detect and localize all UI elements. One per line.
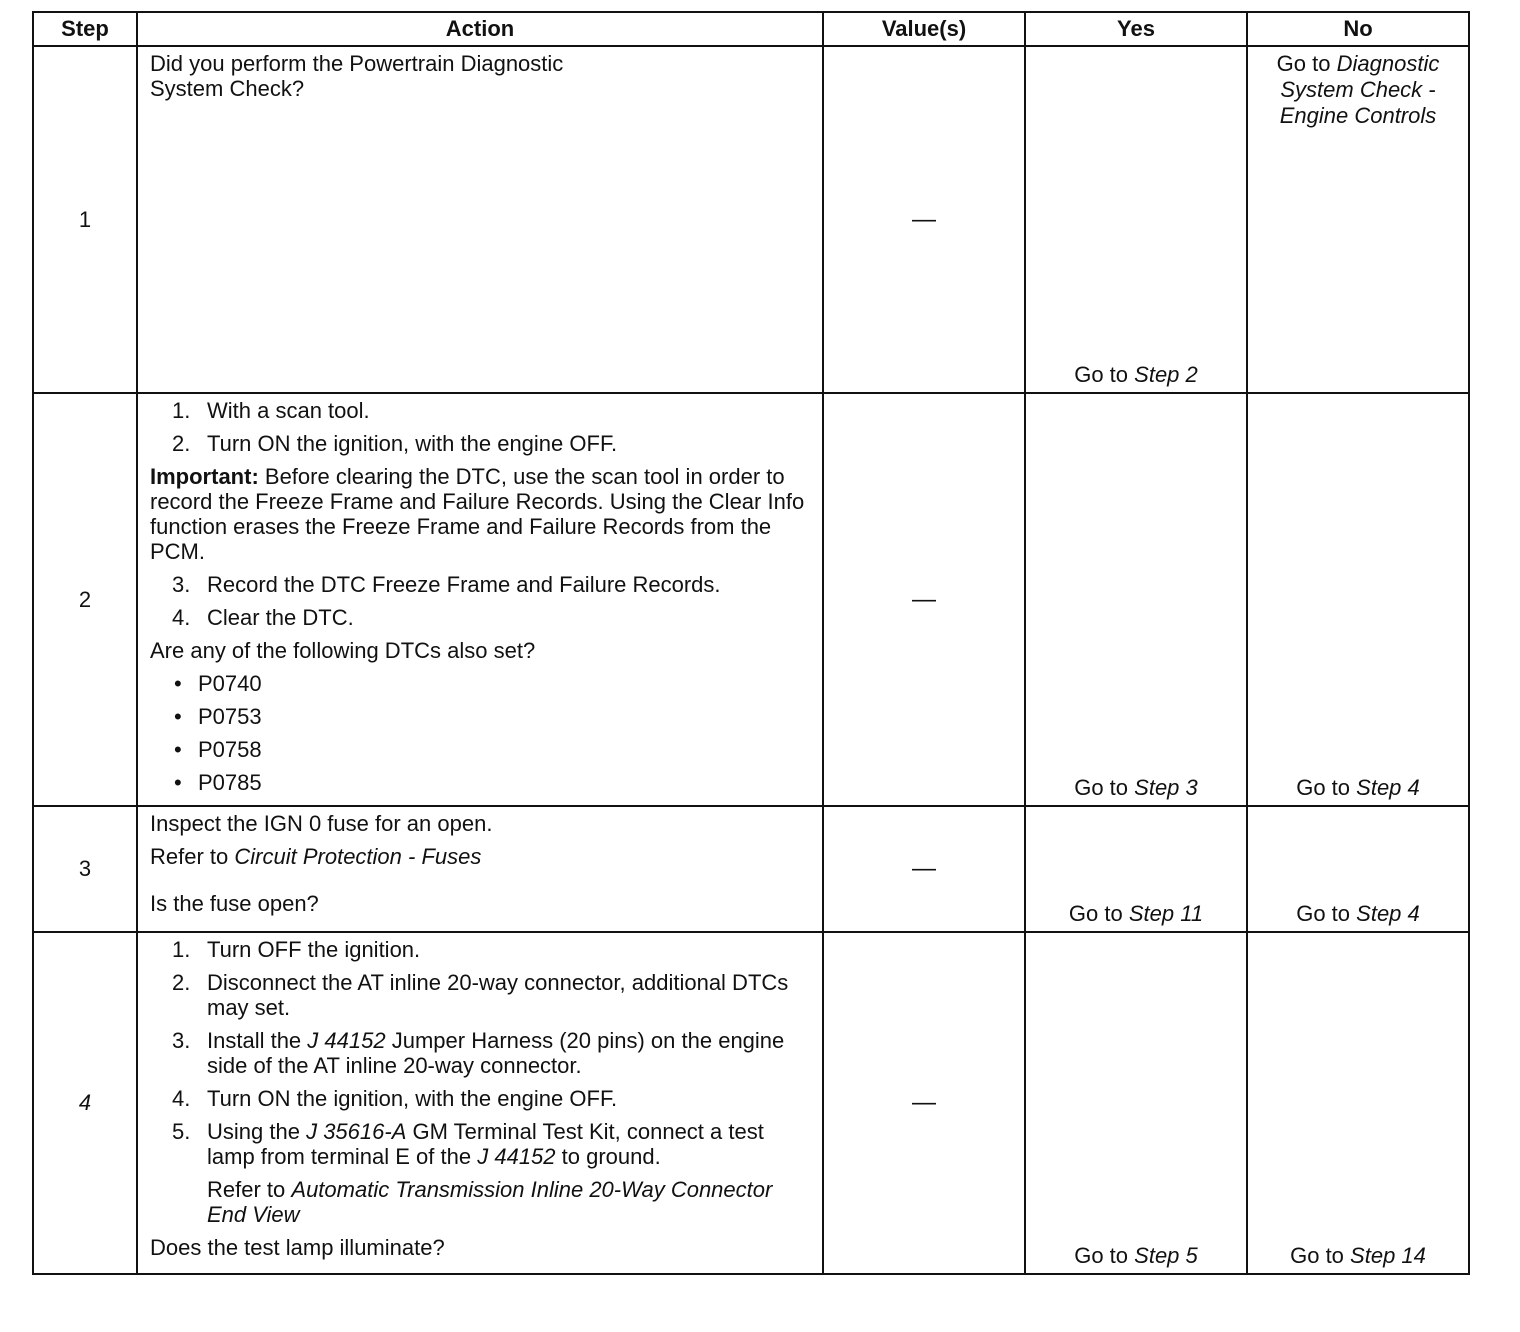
yes-cell [1025,932,1247,1274]
table-row [33,46,1469,393]
no-cell [1247,806,1469,932]
reference-text: Refer to Automatic Transmission Inline 20-Way Connector End View [207,1177,773,1227]
action-question: Does the test lamp illuminate? [150,1235,445,1260]
important-note: Important: Before clearing the DTC, use the scan tool in order to record the Freeze Frame and Failure Records. Using the Clear Info function erases the Freeze Frame and Failure Records from the PCM. [150,464,805,564]
dtc-item: • P0740 [150,671,812,696]
no-cell [1247,393,1469,806]
no-link[interactable]: Go to Step 4 [1296,901,1420,926]
no-link[interactable]: Go to Step 14 [1290,1243,1426,1268]
dtc-item: • P0758 [150,737,812,762]
action-text: Inspect the IGN 0 fuse for an open. [150,811,493,836]
instruction-item: 1. Turn OFF the ignition. [172,937,421,962]
instruction-item: 4. Turn ON the ignition, with the engine OFF. [172,1086,618,1111]
header-row [33,12,1469,46]
table-row [33,393,1469,806]
step-number: 4 [33,932,137,1274]
step-number: 1 [33,46,137,393]
yes-link[interactable]: Go to Step 2 [1074,362,1198,387]
table-row [33,806,1469,932]
no-link[interactable]: Go to Step 4 [1296,775,1420,800]
action-cell [137,393,823,806]
value-cell: — [823,393,1025,806]
yes-cell [1025,806,1247,932]
yes-link[interactable]: Go to Step 3 [1074,775,1198,800]
instruction-item: 4. Clear the DTC. [172,605,354,630]
header-action: Action [137,12,823,46]
no-cell [1247,932,1469,1274]
instruction-list [150,572,812,630]
no-cell [1247,46,1469,393]
dtc-list [150,671,812,795]
instruction-item: 1. With a scan tool. [172,398,370,423]
value-cell: — [823,806,1025,932]
dtc-item: • P0785 [150,770,812,795]
instruction-item: 2. Turn ON the ignition, with the engine OFF. [172,431,618,456]
header-step: Step [33,12,137,46]
yes-link[interactable]: Go to Step 5 [1074,1243,1198,1268]
instruction-item: 2. Disconnect the AT inline 20-way connector, additional DTCs may set. [172,970,789,1020]
action-cell [137,932,823,1274]
value-cell: — [823,932,1025,1274]
action-cell [137,46,823,393]
step-number: 3 [33,806,137,932]
action-question: Are any of the following DTCs also set? [150,638,536,663]
header-no: No [1247,12,1469,46]
step-number: 2 [33,393,137,806]
yes-cell [1025,393,1247,806]
instruction-list [150,398,812,456]
action-question: Is the fuse open? [150,891,319,916]
no-link[interactable]: Go to Diagnostic System Check - Engine Controls [1276,51,1440,128]
action-cell [137,806,823,932]
instruction-list [150,937,812,1169]
action-question: Did you perform the Powertrain Diagnostic System Check? [150,51,564,101]
header-values: Value(s) [823,12,1025,46]
dtc-item: • P0753 [150,704,812,729]
instruction-item: 5. Using the J 35616-A GM Terminal Test Kit, connect a test lamp from terminal E of the J 44152 to ground. [172,1119,764,1169]
value-cell: — [823,46,1025,393]
table-row [33,932,1469,1274]
yes-link[interactable]: Go to Step 11 [1068,901,1204,926]
diagnostic-table [32,11,1470,1275]
instruction-item: 3. Record the DTC Freeze Frame and Failure Records. [172,572,721,597]
reference-text: Refer to Circuit Protection - Fuses [150,844,482,869]
header-yes: Yes [1025,12,1247,46]
instruction-item: 3. Install the J 44152 Jumper Harness (20 pins) on the engine side of the AT inline 20-way connector. [172,1028,785,1078]
yes-cell [1025,46,1247,393]
